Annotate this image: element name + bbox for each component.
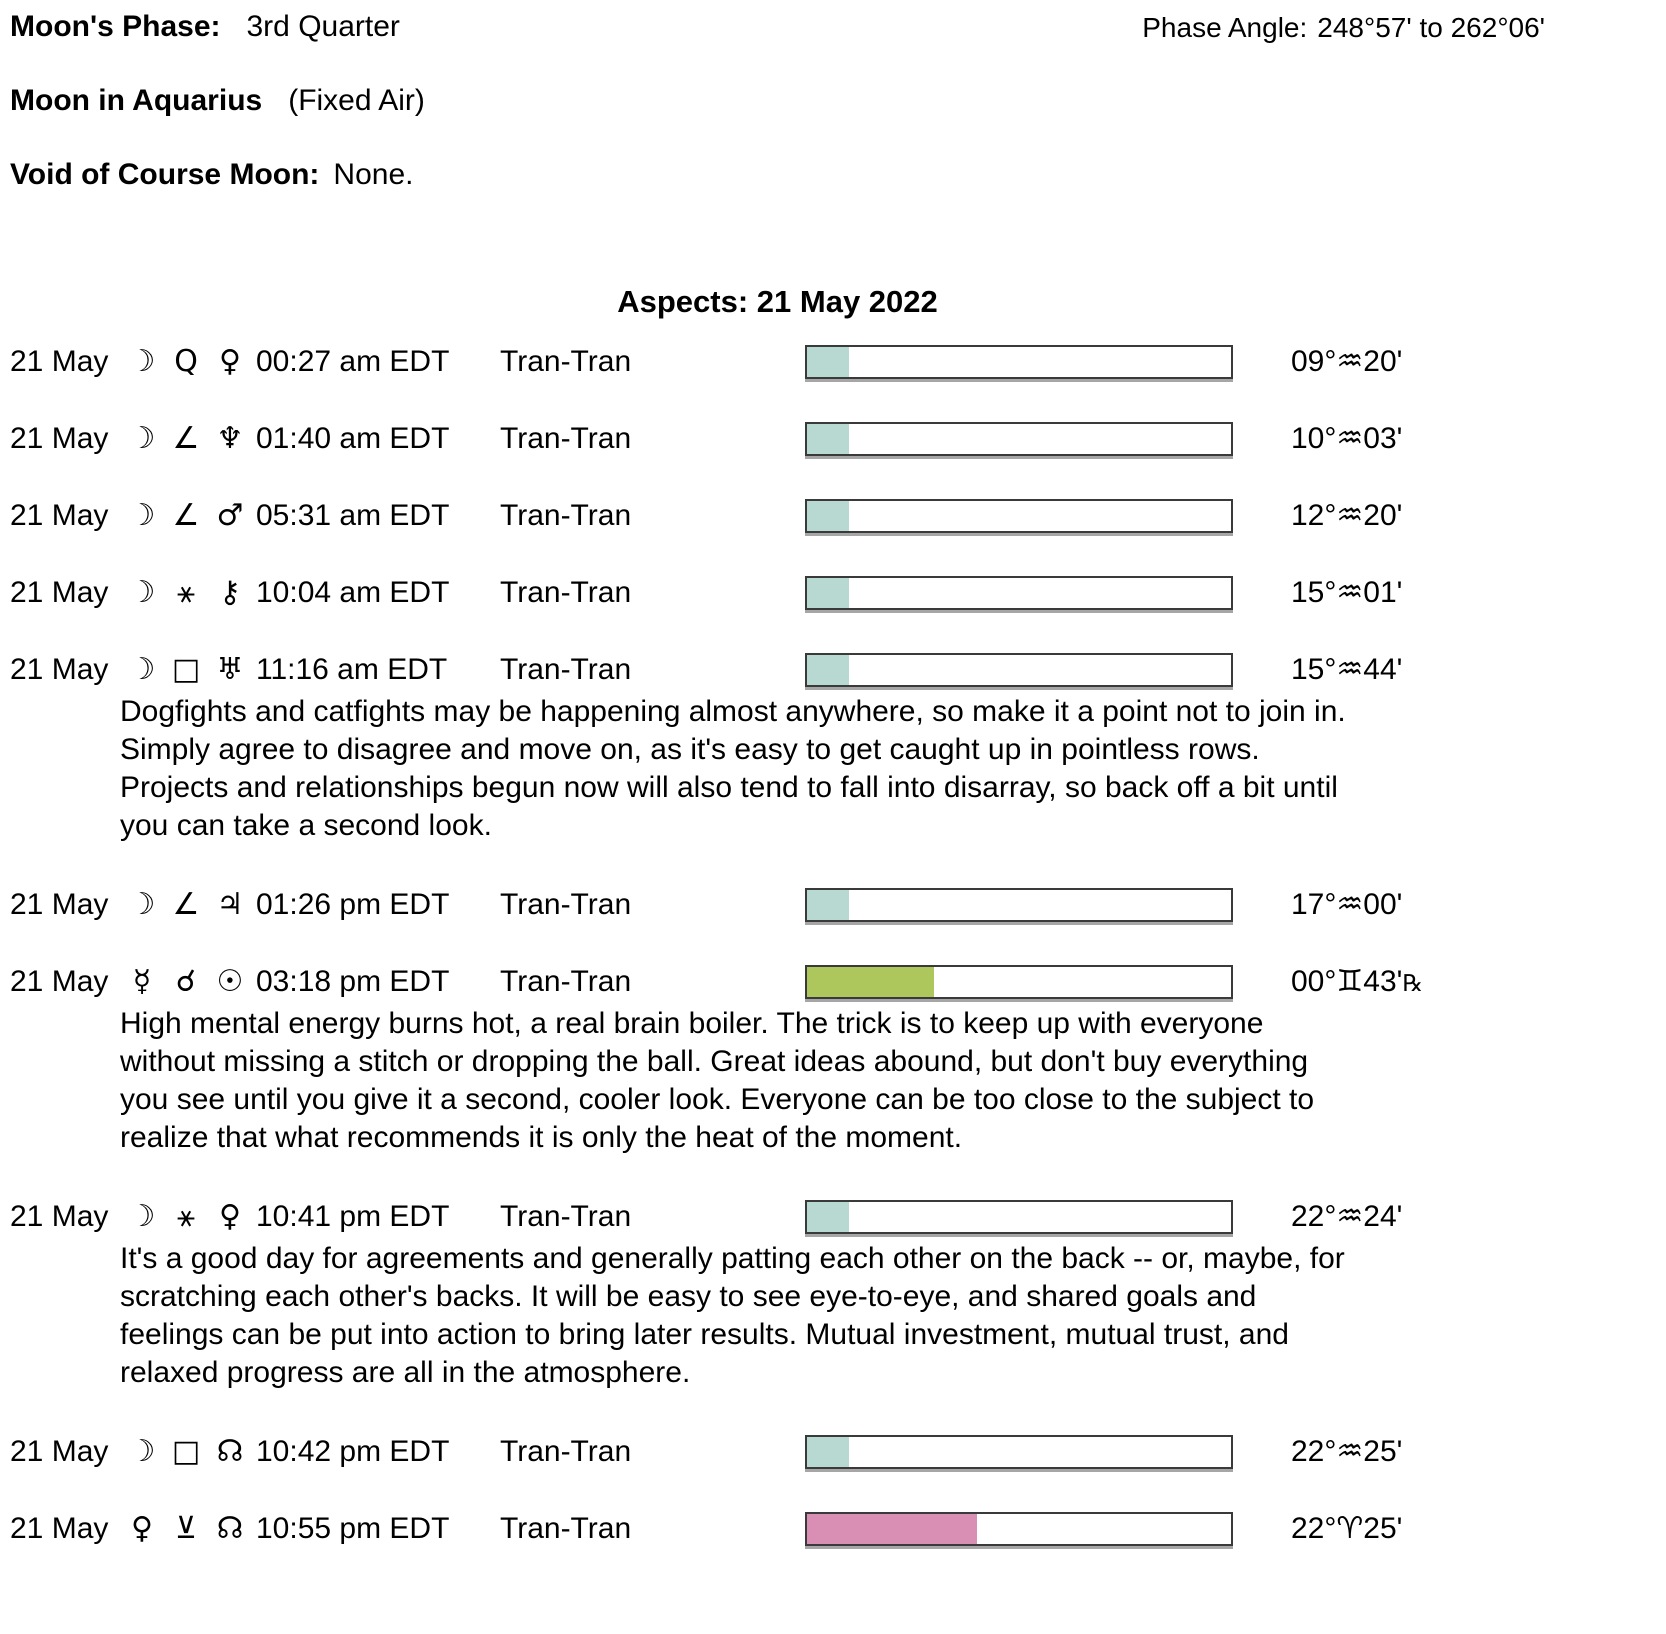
orb-bar: [805, 1200, 1233, 1234]
body2-icon: ☊: [216, 1434, 244, 1469]
aspect-block: [10, 652, 1545, 845]
aspect-degree: [1291, 887, 1402, 922]
degree-text: 22°♒24': [1291, 1200, 1403, 1233]
degree-text: 09°♒20': [1291, 345, 1403, 378]
retrograde-icon: ℞: [1402, 970, 1423, 996]
note-line: scratching each other's backs. It will be easy to see eye-to-eye, and shared goals and: [120, 1280, 1257, 1313]
aspect-date: 21 May: [10, 421, 109, 455]
body2-icon: ♀: [219, 1199, 241, 1234]
aspect-time: 01:40 am EDT: [256, 421, 450, 455]
note-line: relaxed progress are all in the atmosphere.: [120, 1356, 691, 1389]
aspect-icon: Q: [174, 344, 198, 379]
orb-bar: [805, 965, 1233, 999]
aspect-degree: [1291, 344, 1402, 379]
note-line: feelings can be put into action to bring later results. Mutual investment, mutual trust, and: [120, 1318, 1289, 1351]
aspect-note: [120, 1005, 1545, 1157]
orb-bar-fill: [807, 1437, 849, 1467]
aspect-time: 11:16 am EDT: [256, 652, 448, 686]
degree-text: 22°♒25': [1291, 1435, 1403, 1468]
orb-bar: [805, 888, 1233, 922]
aspect-row: [10, 887, 1545, 922]
body1-icon: ☽: [128, 421, 156, 456]
aspect-date: 21 May: [10, 887, 109, 921]
aspect-icon: ⊻: [175, 1511, 197, 1546]
note-line: Dogfights and catfights may be happening almost anywhere, so make it a point not to join in.: [120, 695, 1346, 728]
moons-phase-label: Moon's Phase:: [10, 10, 221, 43]
aspect-time: 10:41 pm EDT: [256, 1199, 450, 1233]
aspect-date: 21 May: [10, 498, 109, 532]
degree-text: 15°♒01': [1291, 576, 1403, 609]
moons-phase: [10, 10, 400, 44]
aspect-row-left: [10, 344, 805, 379]
aspect-block: [10, 498, 1545, 533]
body2-icon: ♅: [216, 652, 244, 687]
aspect-note: [120, 693, 1545, 845]
body2-icon: ♃: [216, 887, 244, 922]
aspect-icon: ∠: [172, 421, 200, 456]
aspect-type: Tran-Tran: [500, 887, 632, 921]
moons-phase-value: 3rd Quarter: [246, 10, 400, 43]
orb-bar: [805, 576, 1233, 610]
phase-angle-value: 248°57' to 262°06': [1317, 12, 1545, 43]
aspect-row-left: [10, 498, 805, 533]
body1-icon: ☽: [128, 344, 156, 379]
aspect-icon: □: [171, 1434, 201, 1469]
aspect-time: 01:26 pm EDT: [256, 887, 450, 921]
phase-angle-label: Phase Angle:: [1142, 12, 1308, 43]
aspect-note: [120, 1240, 1545, 1392]
aspect-row: [10, 1511, 1545, 1546]
aspects-list: [10, 344, 1545, 1546]
aspect-degree: [1291, 964, 1423, 999]
aspect-time: 00:27 am EDT: [256, 344, 450, 378]
aspect-row: [10, 964, 1545, 999]
aspect-row-left: [10, 652, 805, 687]
aspect-time: 03:18 pm EDT: [256, 964, 450, 998]
orb-bar-fill: [807, 967, 934, 997]
orb-bar: [805, 499, 1233, 533]
aspect-row-left: [10, 964, 805, 999]
aspect-date: 21 May: [10, 575, 109, 609]
aspect-row: [10, 344, 1545, 379]
aspect-type: Tran-Tran: [500, 1511, 632, 1545]
aspect-block: [10, 1199, 1545, 1392]
body1-icon: ♀: [131, 1511, 153, 1546]
aspect-row: [10, 421, 1545, 456]
voc-value: None.: [333, 158, 414, 191]
note-line: Simply agree to disagree and move on, as it's easy to get caught up in pointless rows.: [120, 733, 1260, 766]
degree-text: 17°♒00': [1291, 888, 1403, 921]
body2-icon: ♀: [219, 344, 241, 379]
body2-icon: ♂: [216, 498, 244, 533]
body1-icon: ☽: [128, 1199, 156, 1234]
aspect-icon: ∠: [172, 887, 200, 922]
aspect-type: Tran-Tran: [500, 344, 632, 378]
aspect-icon: ☌: [175, 964, 197, 999]
aspect-date: 21 May: [10, 1511, 109, 1545]
body2-icon: ♆: [216, 421, 244, 456]
aspect-icon: ⚹: [177, 575, 195, 610]
aspect-degree: [1291, 652, 1402, 687]
body2-icon: ☉: [216, 964, 244, 999]
aspect-row: [10, 575, 1545, 610]
header-line-phase: [10, 10, 1545, 44]
body2-icon: ⚷: [219, 575, 241, 610]
body1-icon: ☽: [128, 652, 156, 687]
aspect-row-left: [10, 1434, 805, 1469]
aspect-block: [10, 964, 1545, 1157]
aspect-row: [10, 1199, 1545, 1234]
aspect-block: [10, 1434, 1545, 1469]
aspect-type: Tran-Tran: [500, 1434, 632, 1468]
degree-text: 00°♊43': [1291, 965, 1403, 998]
aspect-date: 21 May: [10, 1199, 109, 1233]
void-of-course-line: [10, 158, 1545, 192]
degree-text: 12°♒20': [1291, 499, 1403, 532]
aspect-type: Tran-Tran: [500, 498, 632, 532]
moon-sign-line: [10, 84, 1545, 118]
orb-bar-fill: [807, 347, 849, 377]
aspect-block: [10, 421, 1545, 456]
aspect-degree: [1291, 575, 1402, 610]
orb-bar-fill: [807, 1202, 849, 1232]
aspect-date: 21 May: [10, 652, 109, 686]
note-line: you can take a second look.: [120, 809, 492, 842]
body1-icon: ☽: [128, 887, 156, 922]
aspect-block: [10, 344, 1545, 379]
orb-bar-fill: [807, 1514, 977, 1544]
note-line: It's a good day for agreements and generally patting each other on the back -- or, maybe, for: [120, 1242, 1345, 1275]
orb-bar-fill: [807, 890, 849, 920]
aspect-degree: [1291, 421, 1402, 456]
aspect-degree: [1291, 1199, 1402, 1234]
note-line: Projects and relationships begun now will also tend to fall into disarray, so back off a bit until: [120, 771, 1338, 804]
note-line: without missing a stitch or dropping the ball. Great ideas abound, but don't buy everything: [120, 1045, 1309, 1078]
aspect-degree: [1291, 1434, 1402, 1469]
orb-bar: [805, 1512, 1233, 1546]
aspect-time: 05:31 am EDT: [256, 498, 450, 532]
body2-icon: ☊: [216, 1511, 244, 1546]
degree-text: 22°♈25': [1291, 1512, 1403, 1545]
moon-sign: Moon in Aquarius: [10, 84, 263, 117]
aspect-type: Tran-Tran: [500, 964, 632, 998]
aspect-icon: ⚹: [177, 1199, 195, 1234]
body1-icon: ☽: [128, 575, 156, 610]
aspect-type: Tran-Tran: [500, 575, 632, 609]
aspect-type: Tran-Tran: [500, 652, 632, 686]
orb-bar: [805, 653, 1233, 687]
aspect-row-left: [10, 575, 805, 610]
aspect-row: [10, 498, 1545, 533]
moon-sign-note: (Fixed Air): [288, 84, 425, 117]
note-line: realize that what recommends it is only the heat of the moment.: [120, 1121, 963, 1154]
aspect-degree: [1291, 498, 1402, 533]
orb-bar: [805, 422, 1233, 456]
aspect-row-left: [10, 1199, 805, 1234]
aspect-type: Tran-Tran: [500, 1199, 632, 1233]
orb-bar-fill: [807, 655, 849, 685]
aspect-date: 21 May: [10, 1434, 109, 1468]
orb-bar-fill: [807, 424, 849, 454]
note-line: High mental energy burns hot, a real brain boiler. The trick is to keep up with everyone: [120, 1007, 1264, 1040]
body1-icon: ☽: [128, 498, 156, 533]
voc-label: Void of Course Moon:: [10, 158, 320, 191]
aspect-row-left: [10, 887, 805, 922]
aspect-time: 10:55 pm EDT: [256, 1511, 450, 1545]
note-line: you see until you give it a second, cooler look. Everyone can be too close to the subject to: [120, 1083, 1315, 1116]
aspect-date: 21 May: [10, 344, 109, 378]
orb-bar-fill: [807, 501, 849, 531]
orb-bar-fill: [807, 578, 849, 608]
aspect-icon: ∠: [172, 498, 200, 533]
body1-icon: ☿: [132, 964, 152, 999]
aspect-type: Tran-Tran: [500, 421, 632, 455]
degree-text: 15°♒44': [1291, 653, 1403, 686]
aspect-block: [10, 575, 1545, 610]
aspect-time: 10:42 pm EDT: [256, 1434, 450, 1468]
aspect-date: 21 May: [10, 964, 109, 998]
aspect-time: 10:04 am EDT: [256, 575, 450, 609]
aspect-block: [10, 887, 1545, 922]
body1-icon: ☽: [128, 1434, 156, 1469]
aspect-icon: □: [171, 652, 201, 687]
phase-angle: [1142, 10, 1545, 44]
page-title: Aspects: 21 May 2022: [617, 284, 938, 319]
aspect-row: [10, 652, 1545, 687]
aspect-row: [10, 1434, 1545, 1469]
degree-text: 10°♒03': [1291, 422, 1403, 455]
orb-bar: [805, 1435, 1233, 1469]
aspect-degree: [1291, 1511, 1402, 1546]
orb-bar: [805, 345, 1233, 379]
aspect-row-left: [10, 1511, 805, 1546]
aspect-block: [10, 1511, 1545, 1546]
aspect-row-left: [10, 421, 805, 456]
